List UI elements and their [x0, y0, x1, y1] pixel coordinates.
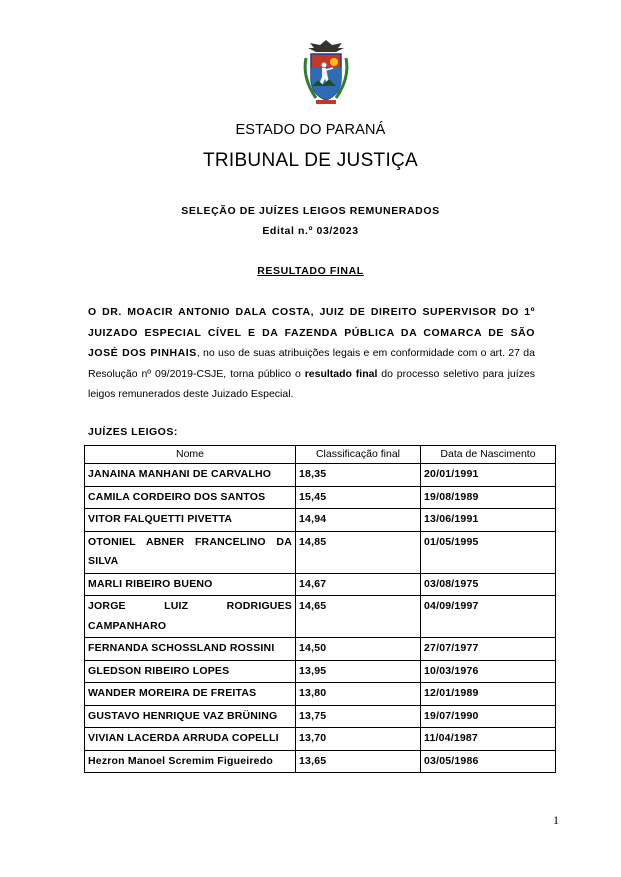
intro-bold-result: resultado final: [304, 367, 378, 380]
header-birth-date: Data de Nascimento: [421, 446, 556, 464]
candidate-birth-date: 10/03/1976: [421, 660, 556, 683]
candidate-birth-date: 11/04/1987: [421, 728, 556, 751]
result-title: RESULTADO FINAL: [257, 265, 364, 277]
table-row: [85, 638, 556, 661]
candidate-birth-date: 01/05/1995: [421, 531, 556, 573]
candidate-name: FERNANDA SCHOSSLAND ROSSINI: [85, 638, 296, 661]
court-name: TRIBUNAL DE JUSTIÇA: [202, 150, 419, 171]
candidate-name: JANAINA MANHANI DE CARVALHO: [85, 464, 296, 487]
intro-text-part2: do processo seletivo para juízes leigos remunerados deste Juizado Especial.: [88, 367, 536, 401]
table-row: [85, 750, 556, 773]
table-row: [85, 464, 556, 487]
candidate-score: 13,80: [296, 683, 421, 706]
candidate-score: 14,67: [296, 573, 421, 596]
candidate-birth-date: 03/05/1986: [421, 750, 556, 773]
intro-text-part1: , no uso de suas atribuições legais e em conformidade com o art. 27 da Resolução nº 09/2019-CSJE, torna público o: [88, 347, 535, 380]
candidate-score: 14,85: [296, 531, 421, 573]
candidate-score: 13,65: [296, 750, 421, 773]
table-row: [85, 573, 556, 596]
candidate-name: Hezron Manoel Scremim Figueiredo: [85, 750, 296, 773]
candidate-name: MARLI RIBEIRO BUENO: [85, 573, 296, 596]
candidate-score: 18,35: [296, 464, 421, 487]
table-row: [85, 705, 556, 728]
header-name: Nome: [85, 446, 296, 464]
table-row: [85, 683, 556, 706]
table-header-row: [85, 446, 556, 464]
results-table: [84, 445, 556, 773]
candidate-score: 13,75: [296, 705, 421, 728]
candidate-birth-date: 12/01/1989: [421, 683, 556, 706]
intro-paragraph: [88, 302, 535, 405]
candidate-score: 13,70: [296, 728, 421, 751]
edital-number: Edital n.º 03/2023: [262, 225, 359, 237]
candidate-birth-date: 20/01/1991: [421, 464, 556, 487]
candidate-score: 14,50: [296, 638, 421, 661]
parana-coat-of-arms-icon: [298, 38, 354, 106]
candidate-birth-date: 27/07/1977: [421, 638, 556, 661]
candidate-score: 13,95: [296, 660, 421, 683]
table-row: [85, 486, 556, 509]
candidate-birth-date: 04/09/1997: [421, 596, 556, 638]
candidate-birth-date: 13/06/1991: [421, 509, 556, 532]
candidate-score: 15,45: [296, 486, 421, 509]
candidate-name: CAMILA CORDEIRO DOS SANTOS: [85, 486, 296, 509]
selection-title: SELEÇÃO DE JUÍZES LEIGOS REMUNERADOS: [181, 205, 440, 217]
candidate-name: GUSTAVO HENRIQUE VAZ BRÜNING: [85, 705, 296, 728]
page-number: 1: [553, 813, 559, 827]
candidate-name: VIVIAN LACERDA ARRUDA COPELLI: [85, 728, 296, 751]
header-classification: Classificação final: [296, 446, 421, 464]
candidate-birth-date: 19/07/1990: [421, 705, 556, 728]
candidate-name: OTONIEL ABNER FRANCELINO DA SILVA: [85, 531, 296, 573]
candidate-birth-date: 03/08/1975: [421, 573, 556, 596]
table-row: [85, 660, 556, 683]
table-row: [85, 596, 556, 638]
candidate-name: WANDER MOREIRA DE FREITAS: [85, 683, 296, 706]
intro-judge-statement: O DR. MOACIR ANTONIO DALA COSTA, JUIZ DE DIREITO SUPERVISOR DO 1º JUIZADO ESPECIAL CÍVEL E DA FAZENDA PÚBLICA DA COMARCA DE SÃO JOSÉ DOS PINHAIS: [88, 306, 535, 360]
state-name: ESTADO DO PARANÁ: [235, 122, 386, 138]
candidate-name: GLEDSON RIBEIRO LOPES: [85, 660, 296, 683]
section-label: JUÍZES LEIGOS:: [88, 426, 178, 438]
candidate-score: 14,65: [296, 596, 421, 638]
candidate-name: JORGE LUIZ RODRIGUES CAMPANHARO: [85, 596, 296, 638]
table-row: [85, 509, 556, 532]
table-row: [85, 728, 556, 751]
table-row: [85, 531, 556, 573]
candidate-name: VITOR FALQUETTI PIVETTA: [85, 509, 296, 532]
candidate-score: 14,94: [296, 509, 421, 532]
candidate-birth-date: 19/08/1989: [421, 486, 556, 509]
